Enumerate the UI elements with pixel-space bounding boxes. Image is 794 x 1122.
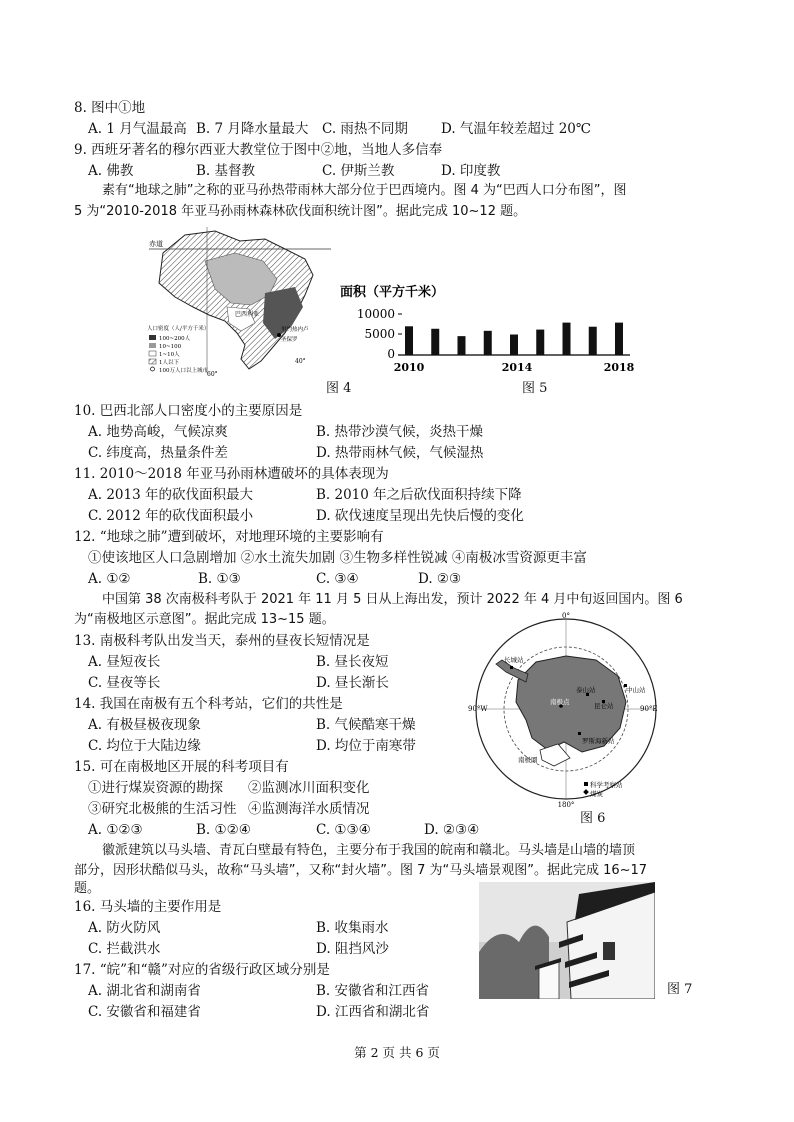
q15-option-a: A. ①②③ (88, 822, 143, 838)
bar-2016 (563, 323, 571, 355)
q9-stem: 9. 西班牙著名的穆尔西亚大教堂位于图中②地，当地人多信奉 (74, 142, 443, 158)
changcheng-station-label: 长城站 (504, 656, 524, 664)
legend-station: 科学考察站 (590, 781, 623, 789)
legend-title: 人口密度（人/平方千米） (147, 326, 210, 332)
q15-option-c: C. ①③④ (316, 822, 371, 838)
q17-option-a: A. 湖北省和湖南省 (88, 983, 201, 999)
legend-item-1: 100~200人 (159, 336, 191, 342)
q12-items: ①使该地区人口急剧增加 ②水土流失加剧 ③生物多样性锐减 ④南极冰雪资源更丰富 (88, 550, 587, 566)
brazil-population-map (145, 223, 335, 378)
q12-option-a: A. ①② (88, 571, 131, 587)
q13-option-c: C. 昼夜等长 (88, 675, 161, 691)
q8-option-a: A. 1 月气温最高 (88, 121, 187, 137)
taishan-station-label: 泰山站 (576, 686, 596, 694)
q10-option-d: D. 热带雨林气候，气候湿热 (316, 445, 484, 461)
figure7-caption: 图 7 (667, 982, 693, 997)
ross-station-label: 罗斯海新站 (582, 737, 615, 745)
q16-option-a: A. 防火防风 (88, 920, 161, 936)
q14-stem: 14. 我国在南极有五个科考站，它们的共性是 (74, 696, 343, 712)
q9-option-c: C. 伊斯兰教 (322, 163, 395, 179)
page-footer: 第 2 页 共 6 页 (354, 1045, 440, 1060)
q14-option-c: C. 均位于大陆边缘 (88, 738, 201, 754)
q15-item-4: ④监测海洋水质情况 (248, 801, 370, 817)
kunlun-station-label: 昆仑站 (594, 702, 614, 710)
antarctic-circle-label: 南极圈 (518, 756, 538, 764)
q9-option-d: D. 印度教 (441, 163, 501, 179)
q10-option-a: A. 地势高峻，气候凉爽 (88, 424, 228, 440)
lon-90e-label: 90°E (640, 705, 658, 713)
intro1-line2: 5 为“2010-2018 年亚马孙雨林森林砍伐面积统计图”。据此完成 10~12 题。 (74, 204, 527, 219)
lon-0-label: 0° (562, 612, 570, 620)
bar-2017 (589, 327, 597, 355)
q15-item-1: ①进行煤炭资源的勘探 (88, 780, 223, 796)
intro2-line1: 中国第 38 次南极科考队于 2021 年 11 月 5 日从上海出发，预计 2022 年 4 月中旬返回国内。图 6 (102, 592, 683, 607)
bar-2011 (431, 329, 439, 355)
bar-2018 (615, 323, 623, 355)
q13-option-b: B. 昼长夜短 (316, 654, 389, 670)
lon-90w-label: 90°W (468, 705, 488, 713)
bar-2013 (484, 331, 492, 355)
rio-label: 里约热内卢 (281, 327, 309, 333)
q15-item-2: ②监测冰川面积变化 (248, 780, 370, 796)
q9-option-a: A. 佛教 (88, 163, 134, 179)
intro3-line3: 题。 (74, 881, 101, 896)
x-tick-2014: 2014 (501, 361, 533, 374)
lon-40-label: 40° (295, 358, 306, 365)
legend-coal: 煤炭 (590, 790, 603, 798)
q17-option-d: D. 江西省和湖北省 (316, 1004, 430, 1020)
y-tick-10000: 10000 (356, 307, 395, 321)
q17-option-b: B. 安徽省和江西省 (316, 983, 430, 999)
chart-ylabel: 面积（平方千米） (340, 285, 445, 300)
q8-stem: 8. 图中①地 (74, 100, 146, 116)
q8-option-d: D. 气温年较差超过 20℃ (441, 121, 591, 137)
q14-option-d: D. 均位于南寒带 (316, 738, 416, 754)
bar-2014 (510, 335, 518, 356)
q8-option-b: B. 7 月降水量最大 (196, 121, 309, 137)
q11-stem: 11. 2010～2018 年亚马孙雨林遭破坏的具体表现为 (74, 466, 389, 482)
q16-option-b: B. 收集雨水 (316, 920, 389, 936)
sao-paulo-label: 圣保罗 (281, 337, 298, 343)
q15-item-3: ③研究北极熊的生活习性 (88, 801, 237, 817)
y-tick-0: 0 (387, 347, 395, 361)
legend-item-5: 100万人口以上城市 (159, 368, 208, 374)
q15-option-b: B. ①②④ (196, 822, 251, 838)
q13-option-d: D. 昼长渐长 (316, 675, 389, 691)
q13-stem: 13. 南极科考队出发当天，泰州的昼夜长短情况是 (74, 633, 370, 649)
brasilia-label: 巴西利亚 (235, 311, 260, 318)
q9-option-b: B. 基督教 (196, 163, 256, 179)
q12-stem: 12. “地球之肺”遭到破坏，对地理环境的主要影响有 (74, 529, 384, 545)
figure4-caption: 图 4 (326, 381, 352, 396)
bar-2015 (536, 330, 544, 355)
legend-item-3: 1~10人 (159, 352, 180, 358)
q10-stem: 10. 巴西北部人口密度小的主要原因是 (74, 403, 303, 419)
antarctica-map (466, 610, 666, 815)
x-tick-2010: 2010 (393, 361, 425, 374)
legend-item-2: 10~100 (159, 344, 182, 350)
q8-option-c: C. 雨热不同期 (322, 121, 408, 137)
intro2-line2: 为“南极地区示意图”。据此完成 13~15 题。 (74, 612, 335, 627)
q10-option-c: C. 纬度高，热量条件差 (88, 445, 228, 461)
q11-option-a: A. 2013 年的砍伐面积最大 (88, 487, 253, 503)
q12-option-d: D. ②③ (418, 571, 462, 587)
zhongshan-station-label: 中山站 (626, 686, 646, 694)
legend-item-4: 1人以下 (159, 360, 179, 366)
q11-option-d: D. 砍伐速度呈现出先快后慢的变化 (316, 508, 524, 524)
intro1-line1: 素有“地球之肺”之称的亚马孙热带雨林大部分位于巴西境内。图 4 为“巴西人口分布图”，图 (102, 183, 627, 198)
q17-option-c: C. 安徽省和福建省 (88, 1004, 201, 1020)
q15-stem: 15. 可在南极地区开展的科考项目有 (74, 759, 289, 775)
lon-60-label: 60° (207, 371, 218, 378)
q11-option-c: C. 2012 年的砍伐面积最小 (88, 508, 254, 524)
q16-option-d: D. 阻挡风沙 (316, 941, 389, 957)
figure6-caption: 图 6 (580, 811, 606, 826)
q14-option-a: A. 有极昼极夜现象 (88, 717, 201, 733)
x-tick-2018: 2018 (603, 361, 635, 374)
deforestation-bar-chart (340, 282, 640, 374)
q16-option-c: C. 拦截洪水 (88, 941, 161, 957)
bar-2010 (405, 326, 413, 355)
q10-option-b: B. 热带沙漠气候，炎热干燥 (316, 424, 484, 440)
q14-option-b: B. 气候酷寒干燥 (316, 717, 416, 733)
q15-option-d: D. ②③④ (424, 822, 480, 838)
figure5-caption: 图 5 (522, 381, 548, 396)
south-pole-label: 南极点 (550, 698, 570, 706)
lon-180-label: 180° (557, 801, 575, 809)
intro3-line2: 部分，因形状酷似马头，故称“马头墙”，又称“封火墙”。图 7 为“马头墙景观图”。据此完成 16~17 (74, 863, 648, 878)
equator-label: 赤道 (149, 240, 163, 248)
q12-option-b: B. ①③ (198, 571, 241, 587)
intro3-line1: 徽派建筑以马头墙、青瓦白壁最有特色，主要分布于我国的皖南和赣北。马头墙是山墙的墙顶 (102, 843, 636, 858)
y-tick-5000: 5000 (364, 327, 395, 341)
q16-stem: 16. 马头墙的主要作用是 (74, 899, 222, 915)
bar-2012 (458, 336, 466, 355)
q11-option-b: B. 2010 年之后砍伐面积持续下降 (316, 487, 522, 503)
q13-option-a: A. 昼短夜长 (88, 654, 161, 670)
q17-stem: 17. “皖”和“赣”对应的省级行政区域分别是 (74, 962, 330, 978)
horse-head-wall-photo (479, 882, 655, 999)
q12-option-c: C. ③④ (316, 571, 359, 587)
